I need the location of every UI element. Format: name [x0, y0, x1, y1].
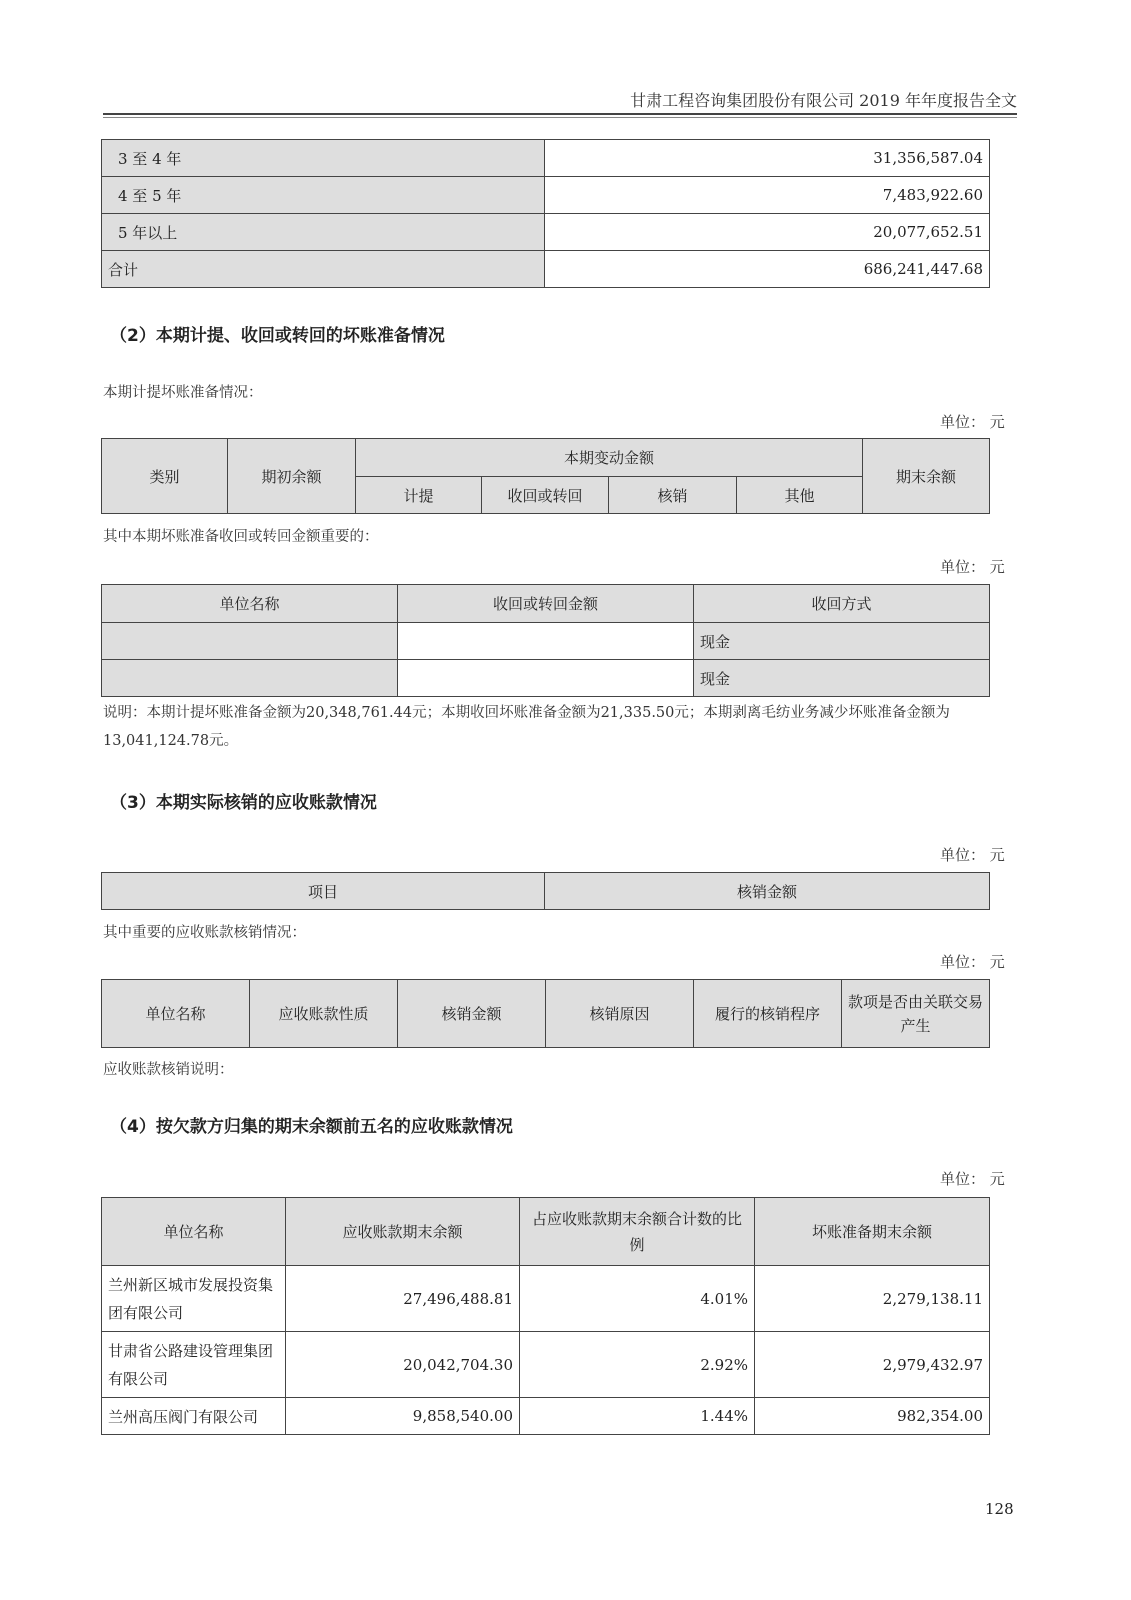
col-nature: 应收账款性质: [250, 980, 398, 1048]
cell-unit-name: [102, 660, 398, 697]
col-item: 项目: [102, 873, 545, 910]
section3-sub-unit: 单位： 元: [940, 953, 1005, 971]
cell-unit-name: 甘肃省公路建设管理集团有限公司: [102, 1332, 286, 1398]
cell-provision: 2,979,432.97: [755, 1332, 990, 1398]
section2-sub-unit: 单位： 元: [940, 558, 1005, 576]
section4-unit: 单位： 元: [940, 1170, 1005, 1188]
col-category: 类别: [102, 439, 228, 514]
page-number: 128: [985, 1500, 1014, 1518]
col-provision: 计提: [356, 477, 482, 514]
section3-unit: 单位： 元: [940, 846, 1005, 864]
cell-balance: 20,042,704.30: [286, 1332, 520, 1398]
recovery-table: [101, 584, 990, 697]
header-rule: [103, 113, 1017, 115]
col-unit-name: 单位名称: [102, 1198, 286, 1266]
col-written-off: 核销: [609, 477, 737, 514]
aging-total-value: 686,241,447.68: [545, 251, 990, 288]
section3-note: 应收账款核销说明：: [103, 1062, 234, 1078]
aging-label: 3 至 4 年: [102, 140, 545, 177]
section2-sub-intro: 其中本期坏账准备收回或转回金额重要的：: [103, 529, 379, 545]
aging-label: 5 年以上: [102, 214, 545, 251]
provision-table: [101, 438, 990, 514]
col-other: 其他: [737, 477, 863, 514]
table-row: [102, 214, 990, 251]
table-row: [102, 1332, 990, 1398]
table-row: [102, 1266, 990, 1332]
header-rule-thin: [103, 117, 1017, 118]
aging-value: 20,077,652.51: [545, 214, 990, 251]
table-row: [102, 1398, 990, 1435]
writeoff-table: [101, 872, 990, 910]
col-change: 本期变动金额: [356, 439, 863, 477]
aging-total-label: 合计: [102, 251, 545, 288]
cell-balance: 27,496,488.81: [286, 1266, 520, 1332]
aging-value: 7,483,922.60: [545, 177, 990, 214]
cell-balance: 9,858,540.00: [286, 1398, 520, 1435]
cell-ratio: 1.44%: [520, 1398, 755, 1435]
col-closing: 期末余额: [863, 439, 990, 514]
cell-method: 现金: [694, 660, 990, 697]
aging-table: [101, 139, 990, 288]
section3-title: （3）本期实际核销的应收账款情况: [110, 793, 377, 813]
col-recovered: 收回或转回: [482, 477, 609, 514]
col-procedure: 履行的核销程序: [694, 980, 842, 1048]
cell-unit-name: [102, 623, 398, 660]
table-row: [102, 660, 990, 697]
cell-unit-name: 兰州高压阀门有限公司: [102, 1398, 286, 1435]
aging-value: 31,356,587.04: [545, 140, 990, 177]
table-row: [102, 177, 990, 214]
table-row: [102, 140, 990, 177]
col-unit-name: 单位名称: [102, 980, 250, 1048]
cell-amount: [398, 623, 694, 660]
cell-amount: [398, 660, 694, 697]
cell-provision: 982,354.00: [755, 1398, 990, 1435]
cell-ratio: 2.92%: [520, 1332, 755, 1398]
col-balance: 应收账款期末余额: [286, 1198, 520, 1266]
col-writeoff-amount: 核销金额: [398, 980, 546, 1048]
cell-ratio: 4.01%: [520, 1266, 755, 1332]
col-recovery-method: 收回方式: [694, 585, 990, 623]
important-writeoff-table: [101, 979, 990, 1048]
col-opening: 期初余额: [228, 439, 356, 514]
col-related-party: 款项是否由关联交易产生: [842, 980, 990, 1048]
table-row: [102, 251, 990, 288]
col-unit-name: 单位名称: [102, 585, 398, 623]
section2-note: 说明：本期计提坏账准备金额为20,348,761.44元；本期收回坏账准备金额为21,335.50元；本期剥离毛纺业务减少坏账准备金额为13,041,124.78元。: [103, 705, 950, 749]
section2-intro: 本期计提坏账准备情况：: [103, 385, 263, 401]
aging-label: 4 至 5 年: [102, 177, 545, 214]
col-ratio: 占应收账款期末余额合计数的比例: [520, 1198, 755, 1266]
section2-title: （2）本期计提、收回或转回的坏账准备情况: [110, 326, 445, 346]
col-writeoff-reason: 核销原因: [546, 980, 694, 1048]
col-recovered-amount: 收回或转回金额: [398, 585, 694, 623]
top-debtors-table: [101, 1197, 990, 1435]
table-row: [102, 623, 990, 660]
section4-title: （4）按欠款方归集的期末余额前五名的应收账款情况: [110, 1117, 513, 1137]
col-writeoff-amount: 核销金额: [545, 873, 990, 910]
section2-unit: 单位： 元: [940, 413, 1005, 431]
page-header: 甘肃工程咨询集团股份有限公司 2019 年年度报告全文: [630, 91, 1017, 110]
section3-sub-intro: 其中重要的应收账款核销情况：: [103, 925, 306, 941]
cell-provision: 2,279,138.11: [755, 1266, 990, 1332]
cell-unit-name: 兰州新区城市发展投资集团有限公司: [102, 1266, 286, 1332]
cell-method: 现金: [694, 623, 990, 660]
col-provision-balance: 坏账准备期末余额: [755, 1198, 990, 1266]
